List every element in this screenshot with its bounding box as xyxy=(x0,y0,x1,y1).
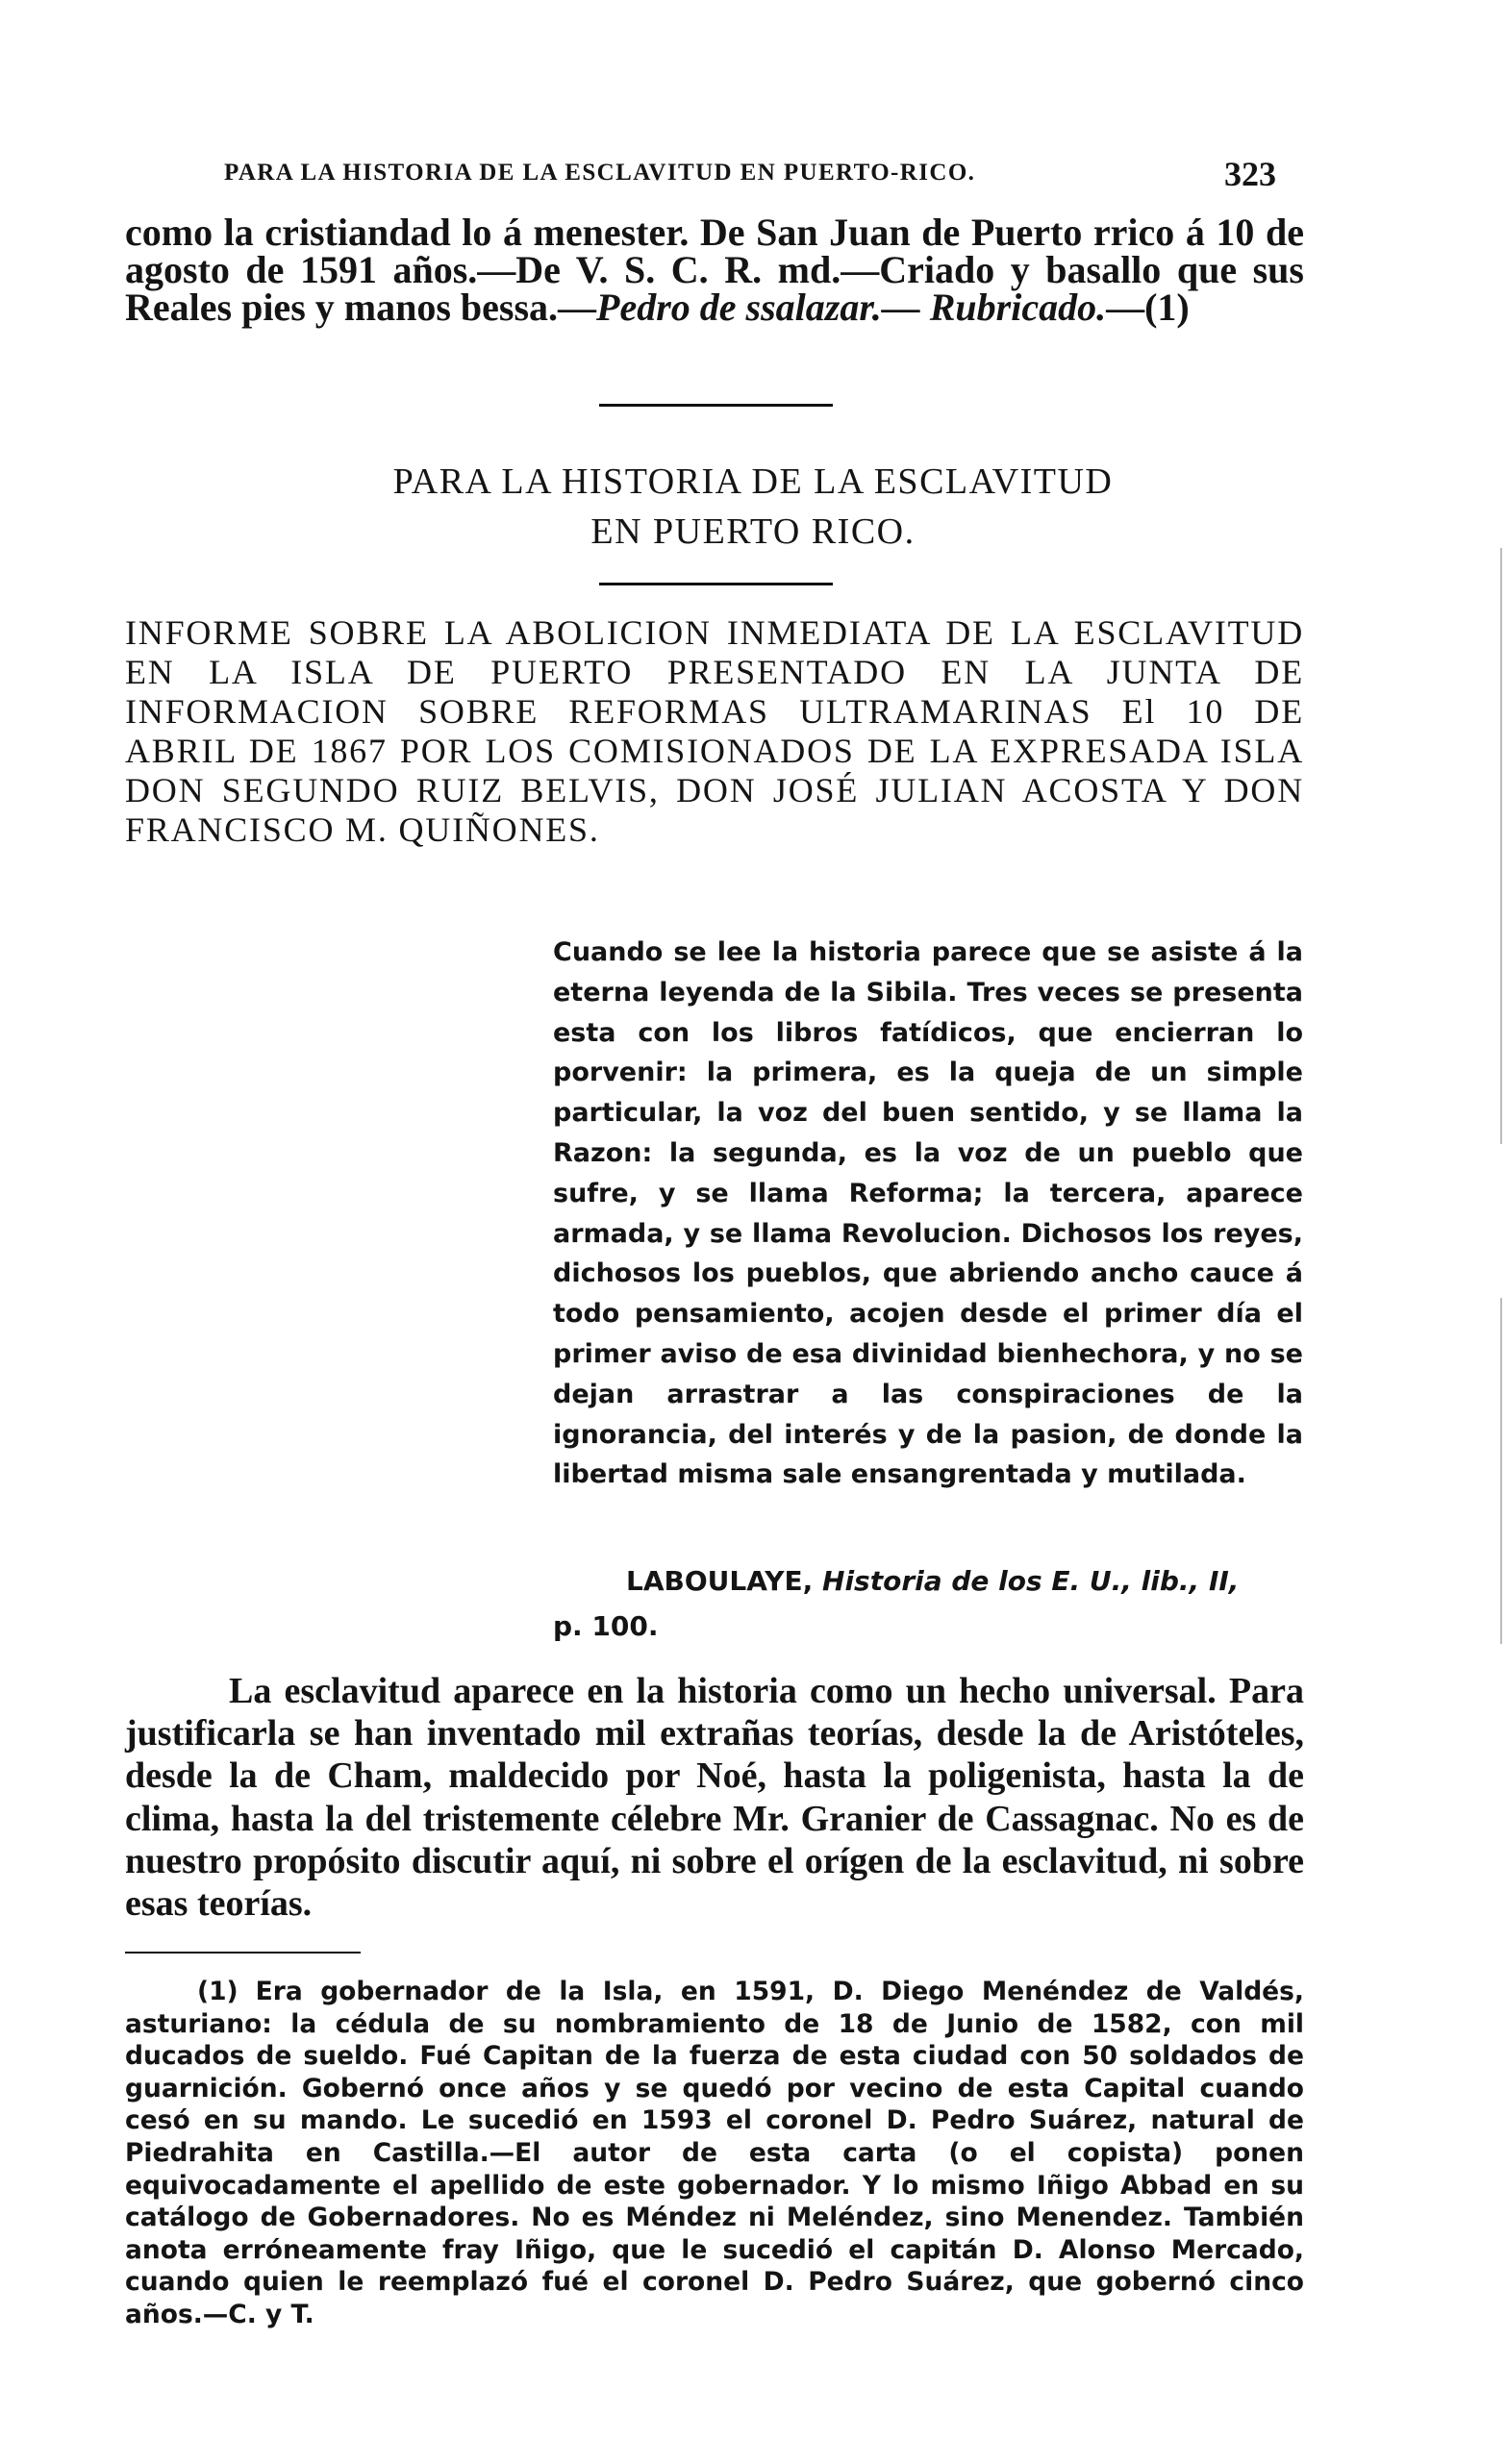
epigraph-attribution xyxy=(553,1558,1303,1649)
footnote-text: Era gobernador de la Isla, en 1591, D. Diego Menéndez de Valdés, asturiano: la cédula de su nombramiento de 18 de Junio de 1582, con mil ducados de sueldo. Fué Capitan de la fuerza de esta ciudad con 50 soldados de guarnición. Gobernó once años y se quedó por vecino de esta Capital cuando cesó en su mando. Le sucedió en 1593 el coronel D. Pedro Suárez, natural de Piedrahita en Castilla.—El autor de esta carta (o el copista) ponen equivocadamente el apellido de este gobernador. Y lo mismo Iñigo Abbad en su catálogo de Gobernadores. No es Méndez ni Meléndez, sino Menendez. También anota erróneamente fray Iñigo, que le sucedió el capitán D. Alonso Mercado, cuando quien le reemplazó fué el coronel D. Pedro Suárez, que gobernó cinco años.—C. y T. xyxy=(125,1977,1304,2329)
divider-rule xyxy=(599,583,833,585)
footnote-separator xyxy=(125,1952,361,1954)
page-number: 323 xyxy=(1224,155,1276,193)
epigraph-page: p. 100. xyxy=(553,1610,659,1642)
epigraph-quote: Cuando se lee la historia parece que se asiste á la eterna leyenda de la Sibila. Tres veces se presenta esta con los libros fatídicos, que encierran lo porvenir: la primera, es la queja de un simple particular, la voz del buen sentido, y se llama la Razon: la segunda, es la voz de un pueblo que sufre, y se llama Reforma; la tercera, aparece armada, y se llama Revolucion. Dichosos los reyes, dichosos los pueblos, que abriendo ancho cauce á todo pensamiento, acojen desde el primer día el primer aviso de esa divinidad bienhechora, y no se dejan arrastrar a las conspiraciones de la ignorancia, del interés y de la pasion, de donde la libertad misma sale ensangrentada y mutilada. xyxy=(553,937,1303,1490)
letter-closing xyxy=(125,211,1304,329)
epigraph-author: LABOULAYE, xyxy=(626,1565,814,1597)
divider-rule xyxy=(599,404,833,407)
letter-closing-text: como la cristiandad lo á menester. De San Juan de Puerto rrico á 10 de agosto de 1591 años.—De V. S. C. R. md.—Criado y basallo que sus Reales pies y manos bessa.— xyxy=(125,211,1304,329)
section-title xyxy=(125,457,1381,557)
section-title-line-1: PARA LA HISTORIA DE LA ESCLAVITUD xyxy=(392,461,1114,502)
running-title: PARA LA HISTORIA DE LA ESCLAVITUD EN PUERTO-RICO. xyxy=(224,160,976,186)
section-title-line-2: EN PUERTO RICO. xyxy=(590,511,916,552)
scan-edge-mark xyxy=(1500,1298,1502,1644)
footnote-reference: —(1) xyxy=(1106,286,1190,329)
body-paragraph: La esclavitud aparece en la historia como un hecho universal. Para justificarla se han inventado mil extrañas teorías, desde la de Aristóteles, desde la de Cham, maldecido por Noé, hasta la poligenista, hasta la de clima, hasta la del tristemente célebre Mr. Granier de Cassagnac. No es de nuestro propósito discutir aquí, ni sobre el orígen de la esclavitud, ni sobre esas teorías. xyxy=(125,1671,1304,1925)
footnote xyxy=(125,1976,1304,2331)
letter-signature: Pedro de ssalazar.— Rubricado. xyxy=(596,286,1107,329)
report-title: INFORME SOBRE LA ABOLICION INMEDIATA DE LA ESCLAVITUD EN LA ISLA DE PUERTO PRESENTADO EN LA JUNTA DE INFORMACION SOBRE REFORMAS ULTRAMARINAS El 10 DE ABRIL DE 1867 POR LOS COMISIONADOS DE LA EXPRESADA ISLA DON SEGUNDO RUIZ BELVIS, DON JOSÉ JULIAN ACOSTA Y DON FRANCISCO M. QUIÑONES. xyxy=(125,613,1304,849)
scan-edge-mark xyxy=(1500,548,1502,1144)
footnote-mark: (1) xyxy=(197,1977,238,2006)
epigraph-work: Historia de los E. U., lib., II, xyxy=(822,1565,1240,1597)
running-head xyxy=(224,154,1276,193)
